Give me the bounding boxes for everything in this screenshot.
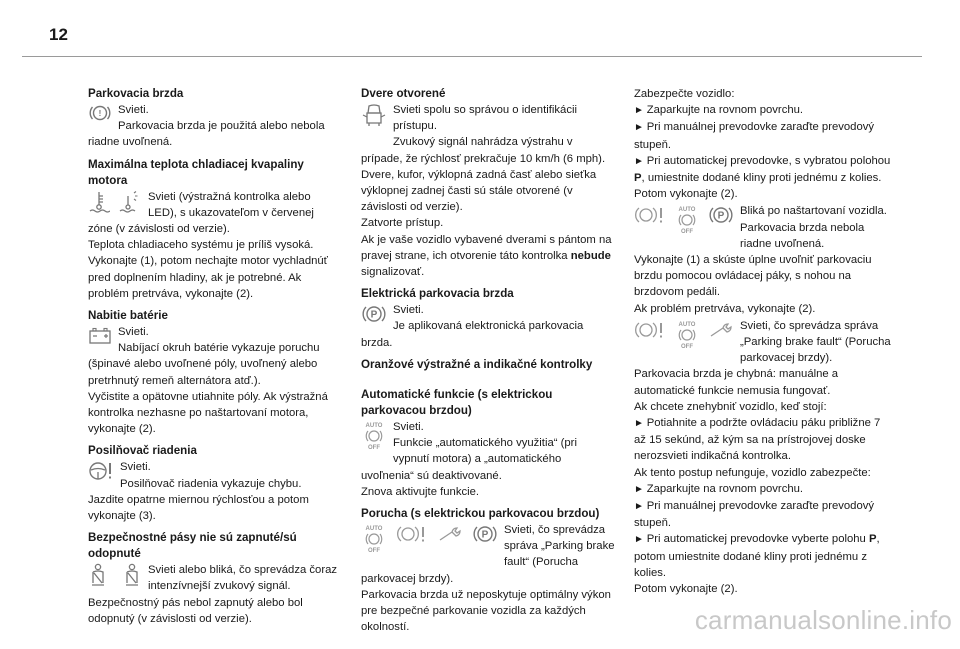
bullet-item: ► Pri manuálnej prevodovke zaraďte prevodový stupeň.	[634, 119, 892, 152]
section-automatic-functions	[361, 387, 615, 500]
body-text: Nabíjací okruh batérie vykazuje poruchu (špinavé alebo uvoľnené póly, uvoľnený alebo pretrhnutý remeň alternátora atď.).	[88, 342, 320, 387]
page-number: 12	[49, 25, 68, 44]
electric-parking-brake-icon	[472, 523, 498, 553]
section-title: Porucha (s elektrickou parkovacou brzdou)	[361, 507, 600, 521]
status-text: Svieti, čo sprevádza správa „Parking brake fault“ (Porucha parkovacej brzdy).	[740, 319, 891, 365]
body-text: Parkovacia brzda už neposkytuje optimálny výkon pre bezpečné parkovanie vozidla za každých okolností.	[361, 588, 611, 634]
body-text: Vyčistite a opätovne utiahnite póly. Ak výstražná kontrolka nezhasne po naštartovaní motora, vykonajte (2).	[88, 390, 328, 436]
seatbelt-icon	[88, 563, 108, 589]
section-door-open	[361, 86, 615, 280]
brake-fault-icon	[396, 523, 428, 553]
parking-brake-icon	[88, 103, 112, 123]
body-text: Posilňovač riadenia vykazuje chybu.	[120, 477, 302, 490]
svg-text:!: !	[98, 109, 102, 118]
body-text: Znova aktivujte funkcie.	[361, 485, 480, 498]
bullet-item: ► Pri automatickej prevodovke, s vybratou polohou P, umiestnite dodané kliny proti jednému z kolies.	[634, 153, 892, 186]
body-text: Teplota chladiaceho systému je príliš vysoká.	[88, 239, 314, 252]
svg-text:AUTO: AUTO	[365, 423, 383, 430]
body-text: Parkovacia brzda nebola riadne uvoľnená.	[740, 221, 865, 250]
bullet-item: ► Pri automatickej prevodovke vyberte polohu P, potom umiestnite dodané kliny proti jednému z kolies.	[634, 531, 892, 581]
column-2	[361, 86, 615, 641]
battery-icon	[88, 325, 112, 345]
auto-off-icon	[361, 420, 387, 450]
body-text: Zvukový signál nahrádza výstrahu v prípade, že rýchlosť prekračuje 10 km/h (6 mph).	[361, 136, 606, 165]
section-title: Bezpečnostné pásy nie sú zapnuté/sú odopnuté	[88, 531, 297, 561]
section-steering	[88, 443, 340, 524]
status-text: Svieti alebo bliká, čo sprevádza čoraz intenzívnejší zvukový signál.	[148, 564, 338, 593]
section-seatbelt	[88, 530, 340, 627]
body-text: Potom vykonajte (2).	[634, 583, 738, 596]
brake-fault-icon	[634, 204, 666, 234]
section-title: Dvere otvorené	[361, 87, 446, 100]
bullet-item: ► Zaparkujte na rovnom povrchu.	[634, 481, 892, 498]
section-title: Posilňovač riadenia	[88, 444, 197, 458]
wrench-icon	[708, 319, 734, 349]
section-fault	[361, 506, 615, 635]
status-text: Svieti.	[118, 326, 149, 339]
section-title: Elektrická parkovacia brzda	[361, 287, 514, 301]
svg-text:P: P	[370, 309, 378, 321]
brake-fault-icon	[634, 319, 666, 349]
column-1	[88, 86, 340, 633]
body-text: Jazdite opatrne miernou rýchlosťou a potom vykonajte (3).	[88, 493, 309, 523]
section-coolant	[88, 157, 340, 302]
body-text: Potom vykonajte (2).	[634, 188, 738, 201]
door-open-icon	[361, 103, 387, 133]
body-text: Vykonajte (1), potom nechajte motor vychladnúť pred doplnením hladiny, ak je potrebné. Ak problém pretrváva, vykonajte (2).	[88, 255, 328, 300]
bullet-item: ► Zaparkujte na rovnom povrchu.	[634, 102, 892, 119]
status-text: Svieti.	[120, 461, 151, 474]
body-text: Vykonajte (1) a skúste úplne uvoľniť parkovaciu brzdu pomocou ovládacej páky, s nohou na brzdovom pedáli.	[634, 254, 872, 299]
body-text: Dvere, kufor, výklopná zadná časť alebo sieťka výklopnej zadnej časti sú stále otvorené (v závislosti od verzie).	[361, 168, 597, 214]
section-title: Automatické funkcie (s elektrickou parkovacou brzdou)	[361, 388, 553, 418]
status-text: Svieti spolu so správou o identifikácii prístupu.	[393, 104, 577, 133]
body-text: Ak tento postup nefunguje, vozidlo zabezpečte:	[634, 466, 871, 479]
watermark: carmanualsonline.info	[694, 605, 952, 635]
coolant-temperature-icon	[88, 190, 110, 214]
coolant-led-icon	[118, 190, 142, 214]
section-electric-parking-brake	[361, 286, 615, 351]
status-text: Svieti (výstražná kontrolka alebo LED), s ukazovateľom v červenej zóne (v závislosti od verzie).	[88, 190, 314, 236]
svg-text:AUTO: AUTO	[365, 526, 383, 533]
status-text: Svieti.	[118, 104, 149, 116]
body-text: Parkovacia brzda je použitá alebo nebola riadne uvoľnená.	[88, 120, 325, 149]
body-text: Zatvorte prístup.	[361, 217, 444, 230]
section-battery	[88, 308, 340, 437]
orange-warnings-heading: Oranžové výstražné a indikačné kontrolky	[361, 357, 593, 371]
body-text: Funkcie „automatického využitia“ (pri vypnutí motora) a „automatického uvoľnenia“ sú deaktivované.	[361, 437, 577, 482]
svg-text:OFF: OFF	[681, 229, 693, 235]
svg-text:P: P	[481, 529, 489, 541]
section-title: Parkovacia brzda	[88, 87, 184, 100]
wrench-icon	[437, 523, 463, 553]
body-text: Ak problém pretrváva, vykonajte (2).	[634, 302, 816, 315]
status-text: Svieti, čo sprevádza správa „Parking brake fault“ (Porucha parkovacej brzdy).	[361, 524, 615, 585]
body-text: Parkovacia brzda je chybná: manuálne a automatické funkcie nemusia fungovať.	[634, 368, 839, 397]
auto-off-icon	[674, 204, 700, 234]
svg-text:OFF: OFF	[368, 548, 380, 554]
seatbelt-rear-icon	[122, 563, 142, 589]
status-text: Bliká po naštartovaní vozidla.	[740, 205, 887, 218]
body-text: Bezpečnostný pás nebol zapnutý alebo bol odopnutý (v závislosti od verzie).	[88, 596, 303, 625]
section-title: Nabitie batérie	[88, 309, 168, 323]
svg-text:OFF: OFF	[368, 445, 380, 451]
steering-wheel-warning-icon	[88, 460, 114, 482]
section-parking-brake	[88, 86, 340, 151]
status-text: Svieti.	[393, 304, 424, 317]
body-text: Je aplikovaná elektronická parkovacia brzda.	[361, 320, 584, 349]
body-text: Ak je vaše vozidlo vybavené dverami s pántom na pravej strane, ich otvorenie táto kontrolka nebude signalizovať.	[361, 233, 612, 279]
column-3	[634, 86, 892, 597]
body-text: Ak chcete znehybniť vozidlo, keď stojí:	[634, 400, 827, 413]
header-rule	[22, 56, 922, 57]
section-title: Maximálna teplota chladiacej kvapaliny motora	[88, 157, 304, 187]
body-text: Zabezpečte vozidlo:	[634, 88, 735, 100]
bullet-item: ► Potiahnite a podržte ovládaciu páku približne 7 až 15 sekúnd, až kým sa na prístrojovej doske nerozsvieti indikačná kontrolka.	[634, 415, 892, 465]
auto-off-icon	[674, 319, 700, 349]
auto-off-icon	[361, 523, 387, 553]
svg-text:OFF: OFF	[681, 343, 693, 349]
electric-parking-brake-icon	[361, 303, 387, 325]
svg-text:AUTO: AUTO	[678, 321, 696, 328]
bullet-item: ► Pri manuálnej prevodovke zaraďte prevodový stupeň.	[634, 498, 892, 531]
electric-parking-brake-icon	[708, 204, 734, 234]
svg-text:AUTO: AUTO	[678, 207, 696, 214]
status-text: Svieti.	[393, 421, 424, 434]
svg-text:P: P	[717, 210, 725, 222]
